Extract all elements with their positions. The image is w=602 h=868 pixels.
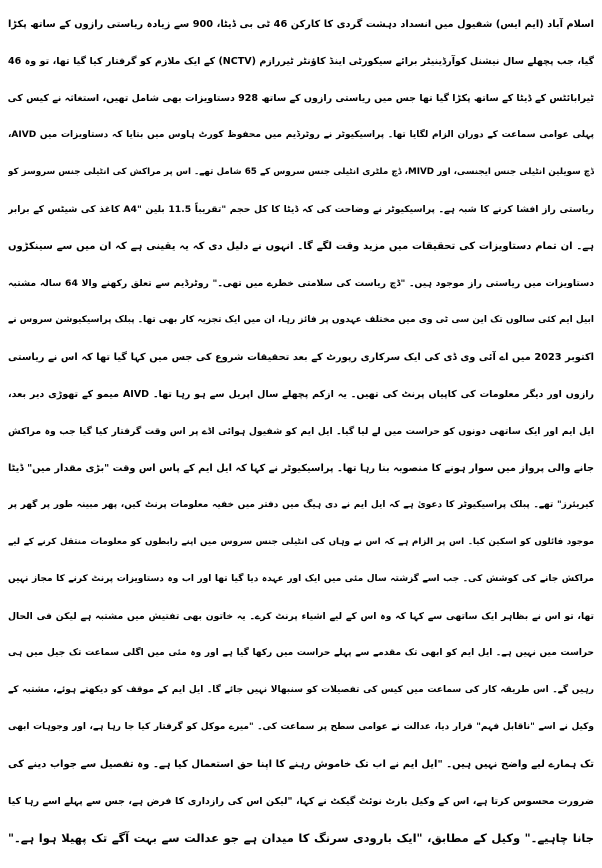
article-line: رہیں گے۔ اس طریقہ کار کی سماعت میں کیس کی تفصیلات کو سنبھالا نہیں جائے گا۔ ایل ایم کے موقف کو دیکھتے ہوئے، مشتبہ کے — [8, 685, 594, 695]
article-line: تک ہمارے لیے واضح نہیں ہیں۔ "ایل ایم نے اب تک خاموش رہنے کا اپنا حق استعمال کیا ہے۔ وہ تفصیل سے جواب دینے کی — [8, 759, 594, 770]
article-line: ضرورت محسوس کرتا ہے، اس کے وکیل بارٹ نوئٹ گیکٹ نے کہا، "لیکن اس کی رازداری کا فرض ہے، جس سے پہلے اسے رہا کیا — [8, 796, 594, 807]
article-line: حراست میں نہیں ہے۔ ایل ایم کو ابھی تک مقدمے سے پہلے حراست میں رکھا گیا ہے اور وہ مئی میں اگلی سماعت تک جیل میں ہی — [8, 648, 594, 658]
article-line: ایل ایم اور ایک ساتھی دونوں کو حراست میں لے لیا گیا۔ ایل ایم کو شفیول ہوائی اڈے پر اس وقت گرفتار کیا گیا جب وہ مراکش — [8, 426, 594, 437]
article-line: جانا چاہیے۔" وکیل کے مطابق، "ایک بارودی سرنگ کا میدان ہے جو عدالت سے بہت آگے تک پھیلا ہوا ہے۔" — [8, 831, 594, 845]
article-line: پہلی عوامی سماعت کے دوران الزام لگایا تھا۔ پراسیکیوٹر نے روٹرڈیم میں محفوظ کورٹ ہاوس میں بتایا کہ دستاویزات میں AIVD، — [8, 130, 594, 140]
article-line: تھا، تو اس نے بظاہر ایک ساتھی سے کہا کہ وہ اس کے لیے اشیاء پرنٹ کرے۔ یہ خاتون بھی تفتیش میں مشتبہ ہے لیکن فی الحال — [8, 611, 594, 622]
article-line: کیریئرز" تھے۔ پبلک پراسیکیوٹر کا دعویٰ ہے کہ ایل ایم نے دی ہیگ میں دفتر میں خفیہ معلومات پرنٹ کیں، پھر مبینہ طور پر گھر پر — [8, 500, 594, 510]
article-line: رازوں اور دیگر معلومات کی کاپیاں پرنٹ کی تھیں۔ یہ ازکم پچھلے سال اپریل سے ہو رہا تھا۔ AIVD میمو کے تھوڑی دیر بعد، — [8, 389, 594, 400]
article-line: ٹیرابائٹس کے ڈیٹا کے ساتھ پکڑا گیا تھا جس میں ریاستی رازوں کے ساتھ 928 دستاویزات بھی شامل تھیں، استغاثہ نے کیس کی — [8, 93, 594, 104]
article-line: دستاویزات میں ریاستی راز موجود ہیں۔ "ڈچ ریاست کی سلامتی خطرے میں تھی۔" روٹرڈیم سے تعلق رکھنے والا 64 سالہ مشتبہ — [8, 278, 594, 289]
article-line: مراکش جانے کی کوشش کی۔ جب اسے گزشتہ سال مئی میں ایک اور عہدہ دیا گیا تھا اور اب وہ دستاویزات پرنٹ کرنے کا مجاز نہیں — [8, 574, 594, 584]
article-line: وکیل نے اسے "ناقابل فہم" قرار دیا، عدالت نے عوامی سطح پر سماعت کی۔ "میرے موکل کو گرفتار کیا جا رہا ہے، اور وجوہات ابھی — [8, 722, 594, 732]
article-line: ہے۔ ان تمام دستاویزات کی تحقیقات میں مزید وقت لگے گا۔ انہوں نے دلیل دی کہ یہ یقینی ہے کہ ان میں سے سینکڑوں — [8, 241, 594, 252]
article-line: ابیل ایم کئی سالوں تک این سی ٹی وی میں مختلف عہدوں پر فائز رہا، ان میں ایک تجزیہ کار بھی تھا۔ پبلک پراسیکیوشن سروس نے — [8, 315, 594, 325]
article-line: ڈچ سویلین انٹیلی جنس ایجنسی، اور MIVD، ڈچ ملٹری انٹیلی جنس سروس کے 65 شامل تھے۔ اس پر مراکش کی انٹیلی جنس سروسز کو — [8, 167, 594, 177]
article-line: موجود فائلوں کو اسکین کیا۔ اس پر الزام ہے کہ اس نے وہاں کی انٹیلی جنس سروس میں اپنے رابطوں کو معلومات منتقل کرنے کے لیے — [8, 537, 594, 547]
article-line: گیا، جب پچھلے سال نیشنل کوآرڈینیٹر برائے سیکورٹی اینڈ کاؤنٹر ٹیررازم (NCTV) کے ایک ملازم کو گرفتار کیا گیا تھا، تو وہ 46 — [8, 56, 594, 67]
article-line: اسلام آباد (ایم ایس) شفیول میں انسداد دہشت گردی کا کارکن 46 ٹی بی ڈیٹا، 900 سے زیادہ ریاستی رازوں کے ساتھ پکڑا — [8, 19, 594, 30]
article-line: ریاستی راز افشا کرنے کا شبہ ہے۔ پراسیکیوٹر نے وضاحت کی کہ ڈیٹا کا کل حجم "تقریباً 11.5 بلین "A4 کاغذ کی شیٹس کے برابر — [8, 204, 594, 215]
article-line: اکتوبر 2023 میں اے آئی وی ڈی کی ایک سرکاری رپورٹ کے بعد تحقیقات شروع کی جس میں کہا گیا تھا کہ اس نے ریاستی — [8, 352, 594, 363]
article-body — [8, 6, 594, 857]
article-line: جانے والی پرواز میں سوار ہونے کا منصوبہ بنا رہا تھا۔ پراسیکیوٹر نے کہا کہ ایل ایم کے پاس اس وقت "بڑی مقدار میں" ڈیٹا — [8, 463, 594, 474]
